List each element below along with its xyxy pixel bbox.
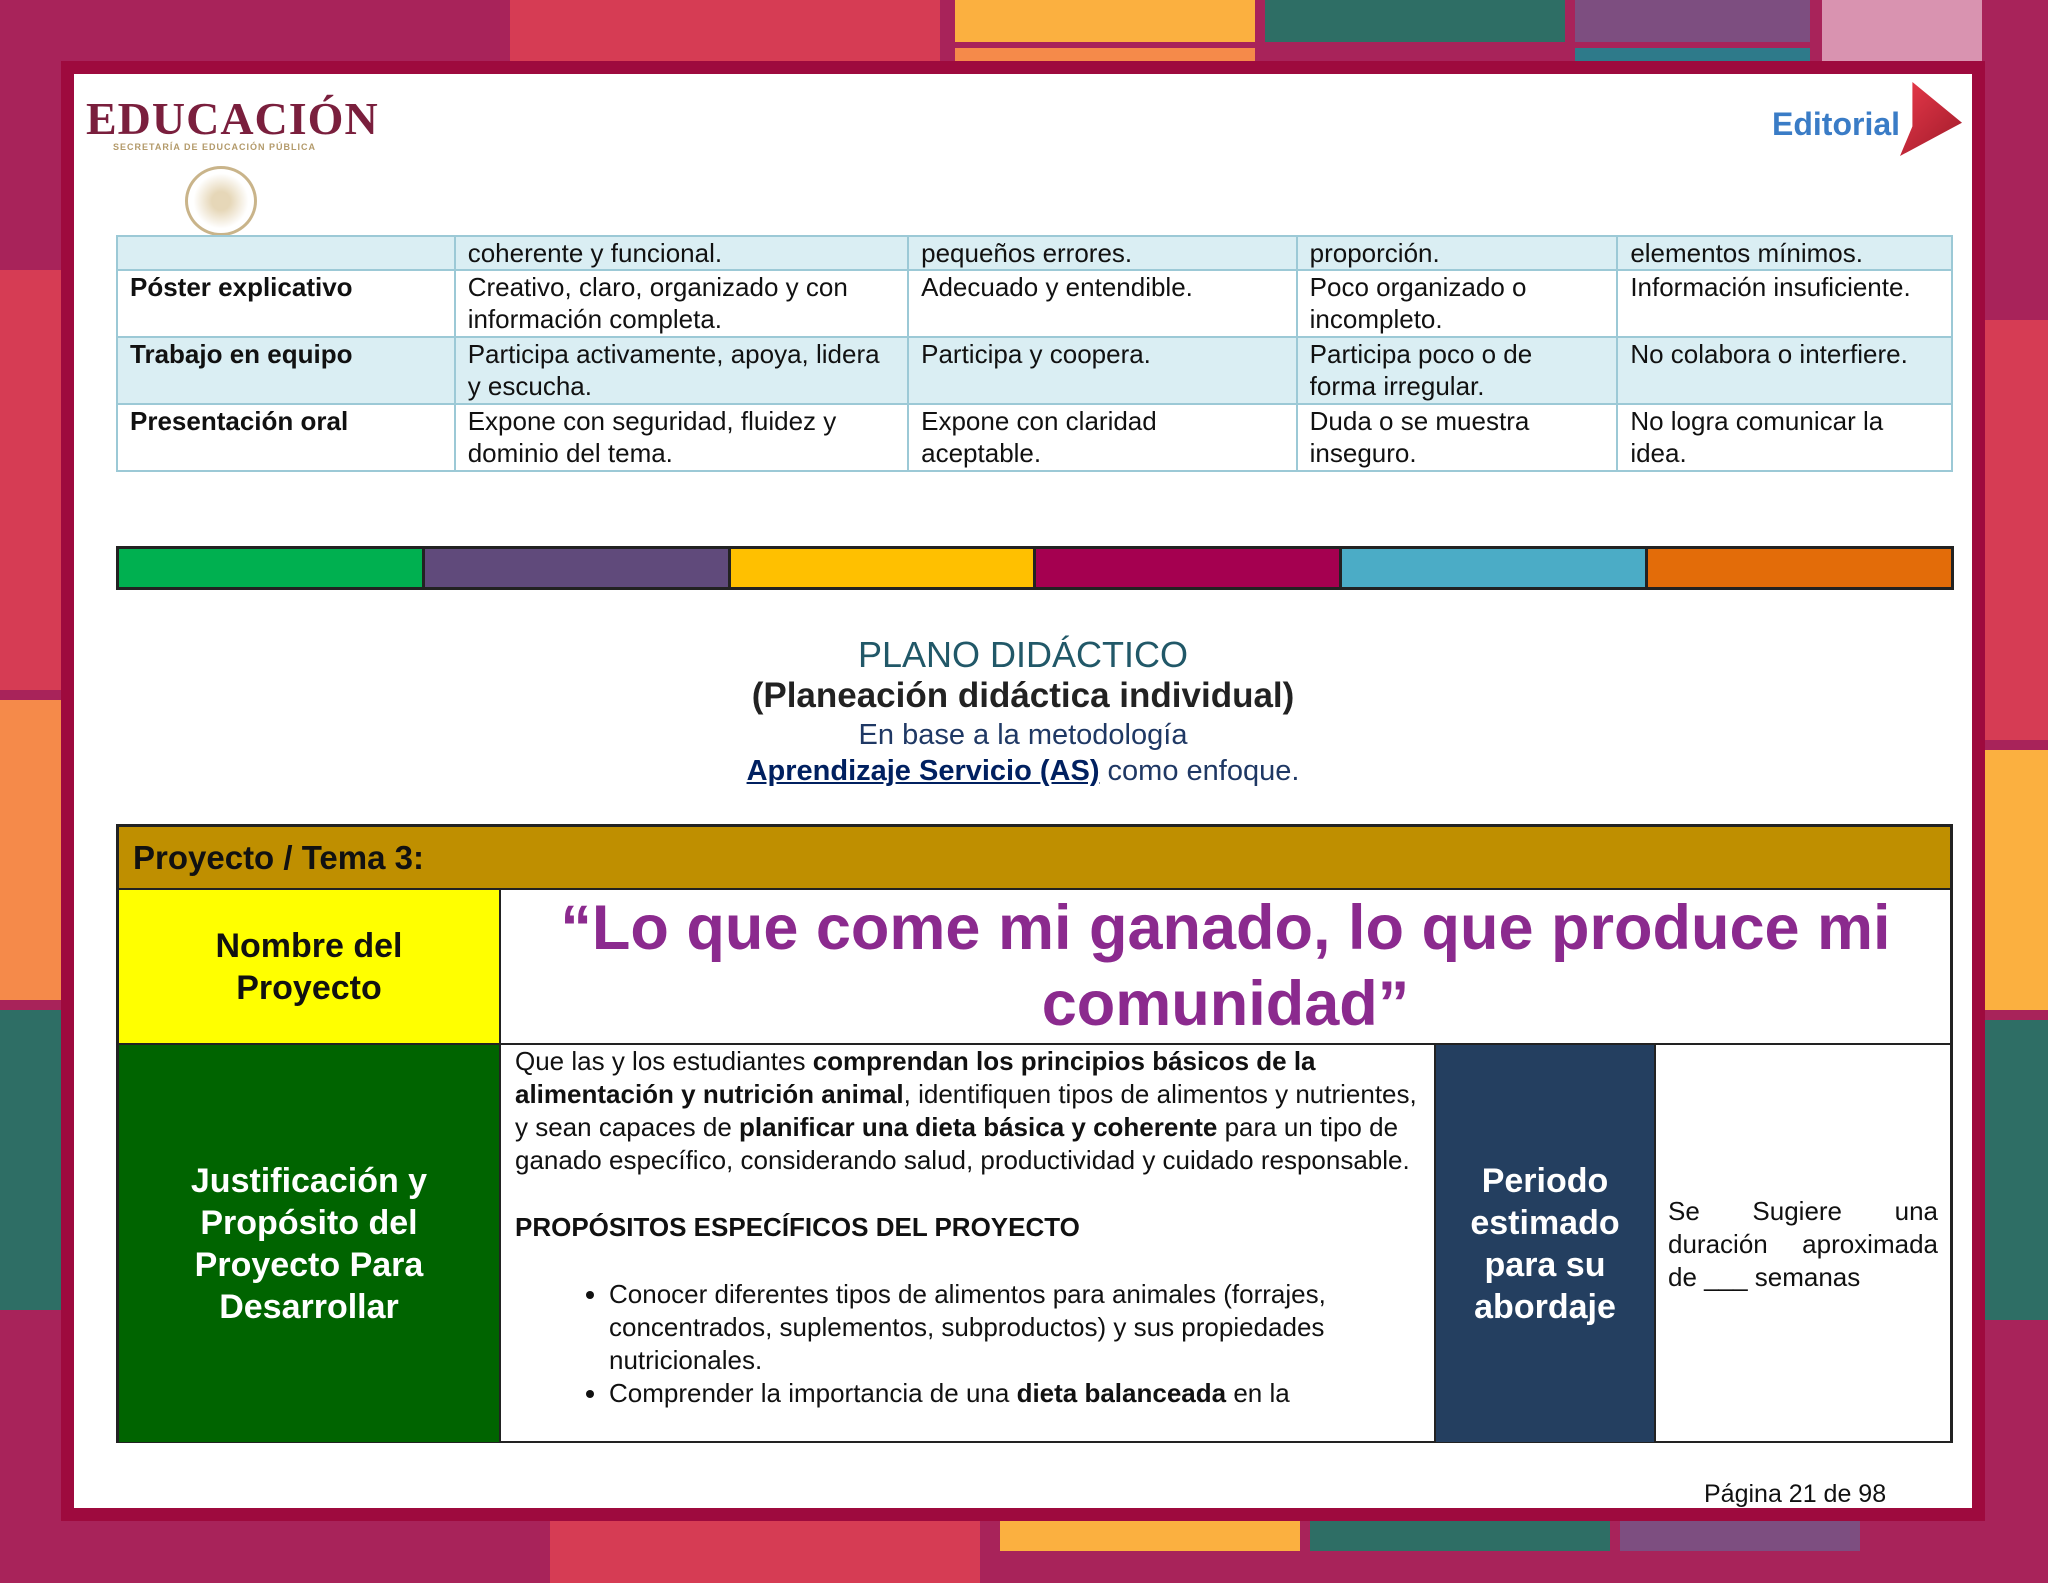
bg-block <box>955 0 1255 42</box>
bg-block <box>1310 1521 1610 1551</box>
table-cell: Participa y coopera. <box>908 337 1297 404</box>
table-cell: elementos mínimos. <box>1617 236 1952 270</box>
bg-block <box>1822 0 1982 61</box>
sep-logo-subtitle: SECRETARÍA DE EDUCACIÓN PÚBLICA <box>113 142 317 152</box>
page-number: Página 21 de 98 <box>1704 1480 1887 1508</box>
table-cell: Poco organizado o incompleto. <box>1297 270 1618 337</box>
table-cell: Participa activamente, apoya, lidera y escucha. <box>455 337 908 404</box>
color-bar-segment <box>119 549 425 587</box>
table-cell: Información insuficiente. <box>1617 270 1952 337</box>
project-name: “Lo que come mi ganado, lo que produce mi comunidad” <box>500 889 1951 1044</box>
aprendizaje-servicio-link[interactable]: Aprendizaje Servicio (AS) <box>746 755 1100 787</box>
table-cell: pequeños errores. <box>908 236 1297 270</box>
period-label: Periodo estimado para su abordaje <box>1435 1044 1655 1443</box>
bg-block <box>1985 750 2048 1010</box>
color-bar-segment <box>731 549 1037 587</box>
table-cell: Adecuado y entendible. <box>908 270 1297 337</box>
approach-text: como enfoque. <box>1099 755 1300 787</box>
table-cell: Participa poco o de forma irregular. <box>1297 337 1618 404</box>
rubric-table <box>116 235 1953 472</box>
bg-block <box>1000 1521 1300 1551</box>
purpose-item: • Comprender la importancia de una dieta balanceada en la <box>609 1377 1420 1410</box>
table-cell: Presentación oral <box>117 404 455 471</box>
period-value: Se Sugiere una duración aproximada de ___ semanas <box>1655 1044 1951 1443</box>
methodology-approach <box>74 755 1972 788</box>
table-cell: proporción. <box>1297 236 1618 270</box>
table-cell: coherente y funcional. <box>455 236 908 270</box>
table-cell: Creativo, claro, organizado y con información completa. <box>455 270 908 337</box>
bg-block <box>510 0 940 61</box>
table-cell: Trabajo en equipo <box>117 337 455 404</box>
bg-block <box>1575 0 1810 42</box>
bg-block <box>0 700 61 1000</box>
section-title: PLANO DIDÁCTICO <box>857 634 1189 675</box>
color-bar-segment <box>1648 549 1951 587</box>
table-row <box>117 337 1952 404</box>
table-cell: Póster explicativo <box>117 270 455 337</box>
bg-block <box>0 270 61 690</box>
project-name-label: Nombre del Proyecto <box>118 889 500 1044</box>
table-cell: No logra comunicar la idea. <box>1617 404 1952 471</box>
table-cell: Duda o se muestra inseguro. <box>1297 404 1618 471</box>
table-row <box>117 270 1952 337</box>
table-row <box>117 404 1952 471</box>
purposes-heading: PROPÓSITOS ESPECÍFICOS DEL PROYECTO <box>515 1212 1080 1242</box>
sep-logo: EDUCACIÓN <box>86 93 379 144</box>
justification-paragraph: Que las y los estudiantes comprendan los principios básicos de la alimentación y nutrición animal, identifiquen tipos de alimentos y nutrientes, y sean capaces de planificar una dieta básica y coherente para un tipo de ganado específico, considerando salud, productividad y cuidado responsable. <box>515 1046 1417 1175</box>
justification-content <box>500 1044 1435 1443</box>
methodology-line: En base a la metodología <box>858 719 1188 751</box>
bg-block <box>1620 1521 1860 1551</box>
purpose-item: • Conocer diferentes tipos de alimentos para animales (forrajes, concentrados, suplementos, subproductos) y sus propiedades nutricionales. <box>609 1278 1420 1377</box>
table-cell: No colabora o interfiere. <box>1617 337 1952 404</box>
color-bar <box>116 546 1954 590</box>
project-header: Proyecto / Tema 3: <box>118 826 1951 889</box>
table-cell <box>117 236 455 270</box>
bg-block <box>0 1010 61 1310</box>
bg-block <box>1985 1020 2048 1320</box>
project-table <box>116 824 1953 1443</box>
color-bar-segment <box>1036 549 1342 587</box>
bg-block <box>1265 0 1565 42</box>
color-bar-segment <box>1342 549 1648 587</box>
table-row <box>117 236 1952 270</box>
bg-block <box>1575 48 1810 61</box>
table-cell: Expone con claridad aceptable. <box>908 404 1297 471</box>
section-subtitle: (Planeación didáctica individual) <box>751 676 1295 715</box>
color-bar-segment <box>425 549 731 587</box>
bg-block <box>550 1521 980 1583</box>
editorial-logo: Editorial <box>1772 106 1901 142</box>
table-cell: Expone con seguridad, fluidez y dominio del tema. <box>455 404 908 471</box>
bg-block <box>1985 320 2048 740</box>
seal-icon <box>185 166 257 236</box>
justification-label: Justificación y Propósito del Proyecto Para Desarrollar <box>118 1044 500 1443</box>
bg-block <box>955 48 1255 61</box>
